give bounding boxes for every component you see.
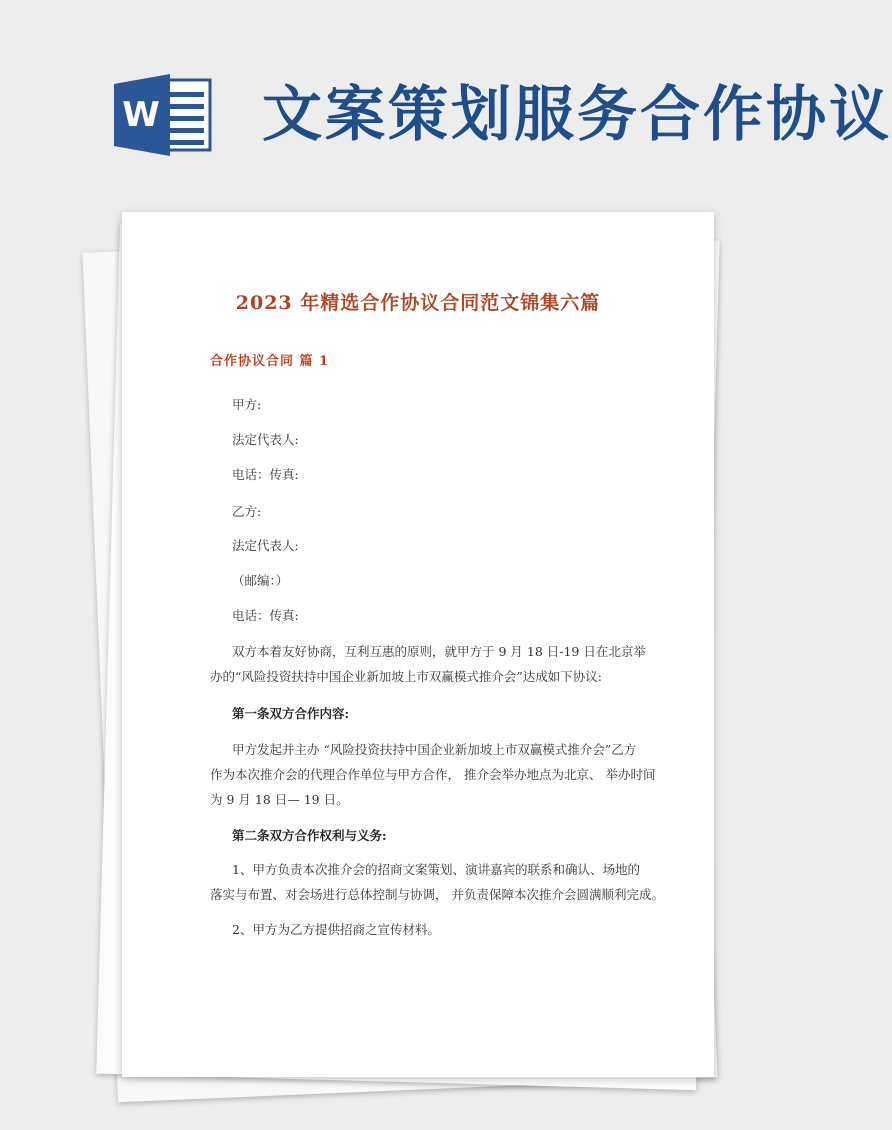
intro-line-1: 双方本着友好协商，互利互惠的原则，就甲方于 9 月 18 日-19 日在北京举	[232, 644, 646, 659]
article1-line-2: 作为本次推介会的代理合作单位与甲方合作， 推介会举办地点为北京、 举办时间	[210, 767, 656, 782]
article2-item1-line-1: 1、甲方负责本次推介会的招商文案策划、演讲嘉宾的联系和确认、场地的	[232, 862, 640, 877]
field-phone-fax-b: 电话：传真:	[232, 608, 299, 623]
article2-item2: 2、甲方为乙方提供招商之宣传材料。	[232, 922, 440, 937]
field-phone-fax-a: 电话：传真:	[232, 467, 299, 482]
article1-line-1: 甲方发起并主办 “风险投资扶持中国企业新加坡上市双赢模式推介会”乙方	[232, 742, 637, 757]
article2-item1-line-2: 落实与布置、对会场进行总体控制与协调， 并负责保障本次推介会圆满顺利完成。	[210, 887, 664, 902]
section-heading: 合作协议合同 篇 1	[210, 354, 330, 369]
field-legal-rep-a: 法定代表人:	[232, 432, 299, 447]
field-postcode: （邮编：）	[232, 573, 289, 588]
svg-text:W: W	[122, 95, 160, 135]
document-title: 2023 年精选合作协议合同范文锦集六篇	[235, 292, 601, 314]
field-party-a: 甲方:	[232, 397, 262, 412]
intro-line-2: 办的“风险投资扶持中国企业新加坡上市双赢模式推介会”达成如下协议:	[210, 669, 602, 684]
article1-heading: 第一条双方合作内容:	[232, 706, 350, 721]
word-icon	[112, 74, 212, 156]
article1-line-3: 为 9 月 18 日— 19 日。	[210, 792, 349, 807]
field-legal-rep-b: 法定代表人:	[232, 538, 299, 553]
document-page	[122, 212, 714, 1077]
field-party-b: 乙方:	[232, 504, 262, 519]
banner-title: 文案策划服务合作协议	[262, 80, 892, 150]
banner	[0, 0, 892, 190]
article2-heading: 第二条双方合作权利与义务:	[232, 828, 387, 843]
